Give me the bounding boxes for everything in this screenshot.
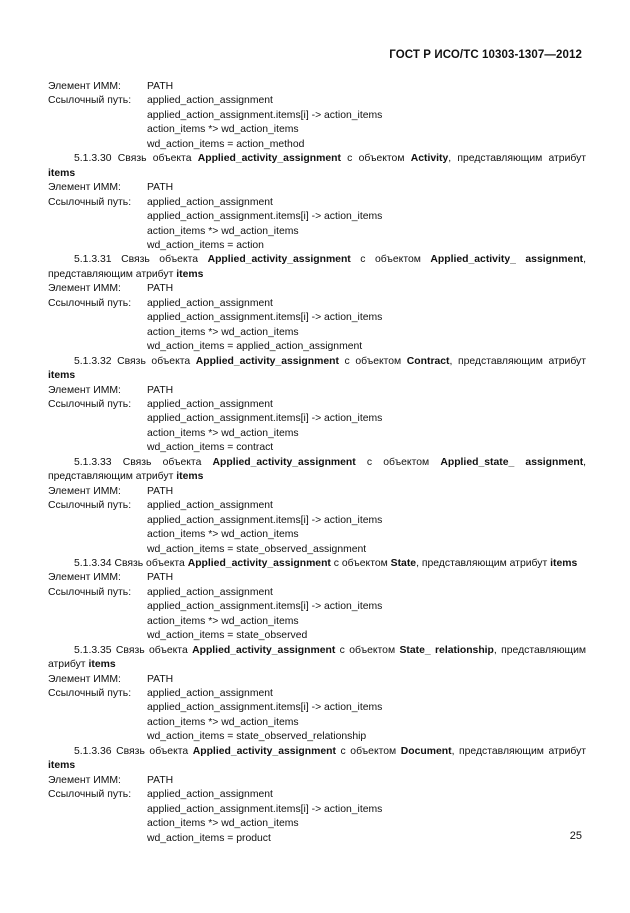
heading-target: State_ relationship bbox=[399, 644, 494, 656]
section-number: 5.1.3.33 bbox=[74, 456, 112, 468]
path-row bbox=[48, 499, 586, 513]
heading-attribute: items bbox=[176, 268, 204, 280]
heading-text-mid: с объектом bbox=[340, 745, 397, 757]
path-line: applied_action_assignment.items[i] -> action_items bbox=[147, 803, 383, 815]
heading-attribute: items bbox=[48, 760, 76, 772]
path-row bbox=[48, 788, 586, 802]
path-line: wd_action_items = state_observed_relationship bbox=[147, 731, 367, 743]
path-line: wd_action_items = product bbox=[147, 832, 271, 844]
element-row bbox=[48, 384, 586, 398]
element-value: PATH bbox=[147, 485, 174, 497]
section-number: 5.1.3.32 bbox=[74, 355, 112, 367]
path-line: wd_action_items = applied_action_assignment bbox=[147, 341, 363, 353]
heading-target: Applied_state_ assignment bbox=[440, 456, 584, 468]
section-number: 5.1.3.34 bbox=[74, 557, 112, 569]
heading-text-mid: с объектом bbox=[339, 644, 396, 656]
path-line: wd_action_items = action bbox=[147, 239, 264, 251]
path-label: Ссылочный путь: bbox=[48, 297, 132, 309]
path-row bbox=[48, 297, 586, 311]
section-number: 5.1.3.36 bbox=[74, 745, 112, 757]
path-line: wd_action_items = state_observed bbox=[147, 630, 308, 642]
heading-target: Activity bbox=[410, 153, 449, 165]
path-line: applied_action_assignment.items[i] -> action_items bbox=[147, 109, 383, 121]
heading-subject: Applied_activity_assignment bbox=[192, 644, 336, 656]
path-line: applied_action_assignment bbox=[147, 500, 273, 512]
heading-target: Contract bbox=[406, 355, 450, 367]
path-line: applied_action_assignment bbox=[147, 586, 273, 598]
path-line: wd_action_items = state_observed_assignment bbox=[147, 543, 367, 555]
heading-text-post: , представляющим атрибут bbox=[449, 355, 587, 367]
section-number: 5.1.3.35 bbox=[74, 644, 112, 656]
heading-text-post: , представляющим атрибут bbox=[48, 644, 587, 671]
path-label: Ссылочный путь: bbox=[48, 500, 132, 512]
element-row bbox=[48, 282, 586, 296]
section-heading bbox=[48, 456, 586, 485]
path-line: applied_action_assignment.items[i] -> action_items bbox=[147, 312, 383, 324]
element-row bbox=[48, 774, 586, 788]
heading-text-pre: Связь объекта bbox=[122, 456, 202, 468]
heading-target: Applied_activity_ assignment bbox=[430, 254, 584, 266]
path-line: applied_action_assignment bbox=[147, 688, 273, 700]
heading-subject: Applied_activity_assignment bbox=[207, 254, 351, 266]
path-label: Ссылочный путь: bbox=[48, 789, 132, 801]
heading-subject: Applied_activity_assignment bbox=[212, 456, 356, 468]
path-label: Ссылочный путь: bbox=[48, 688, 132, 700]
heading-text-pre: Связь объекта bbox=[117, 355, 191, 367]
path-line: applied_action_assignment bbox=[147, 398, 273, 410]
path-line: action_items *> wd_action_items bbox=[147, 225, 299, 237]
section-number: 5.1.3.30 bbox=[74, 153, 112, 165]
element-label: Элемент ИММ: bbox=[48, 182, 121, 194]
path-line: applied_action_assignment bbox=[147, 196, 273, 208]
heading-subject: Applied_activity_assignment bbox=[192, 745, 336, 757]
section-heading bbox=[48, 355, 586, 384]
section-heading bbox=[48, 253, 586, 282]
element-value: PATH bbox=[147, 384, 174, 396]
path-line: action_items *> wd_action_items bbox=[147, 124, 299, 136]
heading-text-pre: Связь объекта bbox=[117, 153, 192, 165]
element-label: Элемент ИММ: bbox=[48, 572, 121, 584]
document-header: ГОСТ Р ИСО/ТС 10303-1307—2012 bbox=[389, 49, 582, 61]
path-line: action_items *> wd_action_items bbox=[147, 427, 299, 439]
path-label: Ссылочный путь: bbox=[48, 398, 132, 410]
path-line: applied_action_assignment bbox=[147, 297, 273, 309]
path-line: wd_action_items = contract bbox=[147, 442, 274, 454]
element-label: Элемент ИММ: bbox=[48, 774, 121, 786]
heading-attribute: items bbox=[48, 167, 76, 179]
path-line: applied_action_assignment bbox=[147, 789, 273, 801]
section-heading bbox=[48, 745, 586, 774]
element-label: Элемент ИММ: bbox=[48, 485, 121, 497]
heading-subject: Applied_activity_assignment bbox=[197, 153, 341, 165]
heading-text-post: , представляющим атрибут bbox=[451, 745, 587, 757]
heading-text-mid: с объектом bbox=[360, 254, 421, 266]
element-row bbox=[48, 80, 586, 94]
heading-text-post: , представляющим атрибут bbox=[48, 254, 587, 280]
path-row bbox=[48, 196, 586, 210]
path-row bbox=[48, 586, 586, 600]
heading-attribute: items bbox=[550, 557, 578, 569]
heading-text-mid: с объектом bbox=[366, 456, 430, 468]
document-body bbox=[48, 80, 586, 846]
heading-text-pre: Связь объекта bbox=[115, 644, 188, 656]
element-row bbox=[48, 485, 586, 499]
section-number: 5.1.3.31 bbox=[74, 254, 112, 266]
path-line: action_items *> wd_action_items bbox=[147, 529, 299, 541]
heading-attribute: items bbox=[88, 659, 116, 671]
heading-subject: Applied_activity_assignment bbox=[187, 557, 331, 569]
path-line: action_items *> wd_action_items bbox=[147, 716, 299, 728]
heading-subject: Applied_activity_assignment bbox=[195, 355, 339, 367]
path-line: applied_action_assignment.items[i] -> action_items bbox=[147, 702, 383, 714]
heading-text-mid: с объектом bbox=[344, 355, 402, 367]
element-label: Элемент ИММ: bbox=[48, 673, 121, 685]
element-value: PATH bbox=[147, 774, 174, 786]
page-number: 25 bbox=[569, 830, 582, 842]
heading-text-mid: с объектом bbox=[347, 153, 405, 165]
element-row bbox=[48, 181, 586, 195]
element-value: PATH bbox=[147, 673, 174, 685]
element-row bbox=[48, 571, 586, 585]
element-row bbox=[48, 673, 586, 687]
heading-text-post: , представляющим атрибут bbox=[416, 557, 548, 569]
heading-attribute: items bbox=[48, 370, 76, 382]
element-value: PATH bbox=[147, 81, 174, 92]
element-label: Элемент ИММ: bbox=[48, 81, 121, 92]
heading-attribute: items bbox=[176, 471, 204, 483]
element-value: PATH bbox=[147, 283, 174, 295]
element-value: PATH bbox=[147, 182, 174, 194]
path-label: Ссылочный путь: bbox=[48, 586, 132, 598]
path-line: applied_action_assignment.items[i] -> action_items bbox=[147, 413, 383, 425]
path-line: action_items *> wd_action_items bbox=[147, 818, 299, 830]
heading-text-pre: Связь объекта bbox=[116, 745, 189, 757]
path-line: wd_action_items = action_method bbox=[147, 138, 305, 150]
path-line: applied_action_assignment.items[i] -> action_items bbox=[147, 601, 383, 613]
path-line: applied_action_assignment bbox=[147, 95, 273, 107]
element-label: Элемент ИММ: bbox=[48, 384, 121, 396]
heading-text-mid: с объектом bbox=[333, 557, 388, 569]
path-row bbox=[48, 398, 586, 412]
path-label: Ссылочный путь: bbox=[48, 95, 132, 107]
heading-text-pre: Связь объекта bbox=[114, 557, 185, 569]
path-label: Ссылочный путь: bbox=[48, 196, 132, 208]
heading-target: State bbox=[390, 557, 417, 569]
heading-text-post: , представляющим атрибут bbox=[48, 456, 587, 483]
heading-text-pre: Связь объекта bbox=[121, 254, 199, 266]
heading-text-post: , представляющим атрибут bbox=[448, 153, 587, 165]
path-line: applied_action_assignment.items[i] -> action_items bbox=[147, 211, 383, 223]
path-line: action_items *> wd_action_items bbox=[147, 615, 299, 627]
section-heading bbox=[48, 644, 586, 673]
element-value: PATH bbox=[147, 572, 174, 584]
section-heading bbox=[48, 557, 586, 571]
path-line: action_items *> wd_action_items bbox=[147, 326, 299, 338]
path-row bbox=[48, 94, 586, 108]
element-label: Элемент ИММ: bbox=[48, 283, 121, 295]
heading-target: Document bbox=[400, 745, 452, 757]
path-row bbox=[48, 687, 586, 701]
section-heading bbox=[48, 152, 586, 181]
path-line: applied_action_assignment.items[i] -> action_items bbox=[147, 514, 383, 526]
